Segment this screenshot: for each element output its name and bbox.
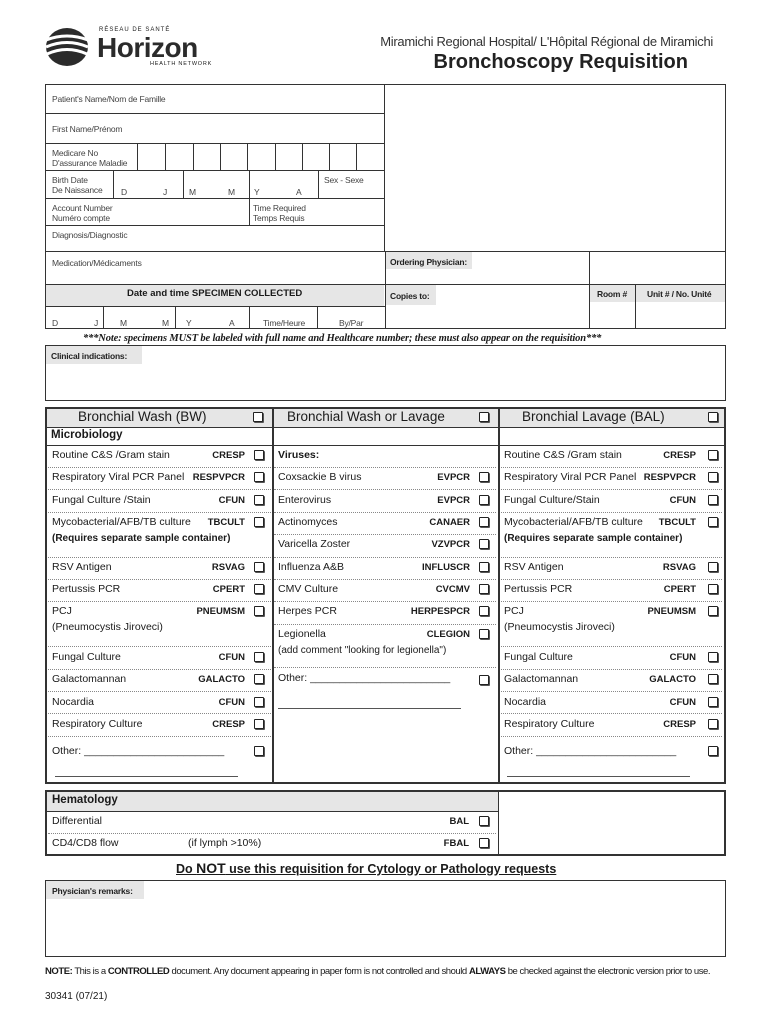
bwl-actinomyces-checkbox[interactable] — [479, 517, 489, 527]
bw-other-checkbox[interactable] — [254, 746, 264, 756]
bw-routine-cs-checkbox[interactable] — [254, 450, 264, 460]
bwl-legionella-checkbox[interactable] — [479, 629, 489, 639]
patient-name-label: Patient's Name/Nom de Famille — [52, 94, 166, 104]
bw-routine-cs: Routine C&S /Gram stain — [52, 449, 170, 461]
bw-mycobacterial-code: TBCULT — [207, 517, 245, 528]
controlled-document-note — [45, 966, 710, 977]
specimen-d: D — [52, 318, 58, 328]
microbiology-label: Microbiology — [51, 429, 123, 441]
bw-rsv: RSV Antigen — [52, 561, 112, 573]
birth-date-label: Birth Date — [52, 175, 88, 185]
form-code: 30341 (07/21) — [45, 991, 108, 1002]
bw-fungal-stain: Fungal Culture /Stain — [52, 494, 151, 506]
bal-other-checkbox[interactable] — [708, 746, 718, 756]
bal-respiratory-culture-checkbox[interactable] — [708, 719, 718, 729]
bw-pcj-checkbox[interactable] — [254, 606, 264, 616]
bal-other-line[interactable] — [507, 776, 690, 777]
birth-y: Y — [254, 187, 260, 197]
bw-pertussis-checkbox[interactable] — [254, 584, 264, 594]
bwl-cmv: CMV Culture — [278, 583, 339, 595]
bw-fungal-stain-code: CFUN — [218, 495, 245, 506]
bal-nocardia: Nocardia — [504, 696, 547, 708]
physician-remarks-label: Physician's remarks: — [52, 886, 133, 896]
bal-separate-container-note: (Requires separate sample container) — [504, 533, 683, 544]
bw-other-line[interactable] — [55, 776, 238, 777]
horizon-logo-icon — [44, 26, 90, 68]
bwl-enterovirus: Enterovirus — [278, 494, 332, 506]
footer-always: ALWAYS — [468, 966, 506, 977]
bal-fungal-culture-checkbox[interactable] — [708, 652, 718, 662]
bw-galactomannan: Galactomannan — [52, 673, 127, 685]
time-required-label: Time Required — [253, 203, 306, 213]
bw-respiratory-culture-code: CRESP — [212, 719, 245, 730]
bal-pertussis-code: CPERT — [663, 584, 696, 595]
bal-viral-pcr-code: RESPVPCR — [643, 472, 696, 483]
bwl-herpes-checkbox[interactable] — [479, 606, 489, 616]
birth-j: J — [163, 187, 168, 197]
bw-nocardia: Nocardia — [52, 696, 95, 708]
viruses-label: Viruses: — [278, 449, 320, 461]
specimen-j: J — [94, 318, 99, 328]
bwl-enterovirus-code: EVPCR — [437, 495, 470, 506]
bw-nocardia-checkbox[interactable] — [254, 697, 264, 707]
bw-pcj-code: PNEUMSM — [196, 606, 245, 617]
bwl-coxsackie-checkbox[interactable] — [479, 472, 489, 482]
footer-controlled: CONTROLLED — [107, 966, 170, 977]
footer-t1: This is a — [72, 966, 108, 977]
bal-pcj: PCJ — [504, 605, 524, 617]
bwl-cmv-code: CVCMV — [435, 584, 470, 595]
bal-respiratory-culture-code: CRESP — [663, 719, 696, 730]
bronchial-wash-header: Bronchial Wash (BW) — [78, 409, 207, 424]
medication-label: Medication/Médicaments — [52, 258, 142, 268]
bw-fungal-culture-code: CFUN — [218, 652, 245, 663]
bw-galactomannan-code: GALACTO — [198, 674, 245, 685]
bw-respiratory-culture: Respiratory Culture — [52, 718, 143, 730]
bw-viral-pcr-code: RESPVPCR — [192, 472, 245, 483]
warning-not: NOT — [196, 860, 226, 876]
bal-viral-pcr-checkbox[interactable] — [708, 472, 718, 482]
bw-fungal-stain-checkbox[interactable] — [254, 495, 264, 505]
bwl-other-checkbox[interactable] — [479, 675, 489, 685]
hema-cd4-cd8-code: FBAL — [443, 838, 469, 849]
bwl-other[interactable]: Other: ________________________ — [278, 672, 451, 684]
bal-nocardia-checkbox[interactable] — [708, 697, 718, 707]
bal-pcj-note: (Pneumocystis Jiroveci) — [504, 621, 615, 633]
bal-nocardia-code: CFUN — [669, 697, 696, 708]
specimen-y: Y — [186, 318, 192, 328]
bal-rsv-code: RSVAG — [662, 562, 696, 573]
bal-fungal-stain-code: CFUN — [669, 495, 696, 506]
bal-mycobacterial-checkbox[interactable] — [708, 517, 718, 527]
bw-routine-cs-code: CRESP — [212, 450, 245, 461]
footer-t2: document. Any document appearing in paper form is not controlled and should — [169, 966, 469, 977]
footer-note-label: NOTE: — [45, 966, 73, 977]
bronchial-wash-lavage-checkbox[interactable] — [479, 412, 489, 422]
bw-rsv-code: RSVAG — [211, 562, 245, 573]
specimen-time-label: Time/Heure — [263, 318, 306, 328]
account-number-label-fr: Numéro compte — [52, 213, 110, 223]
bwl-coxsackie: Coxsackie B virus — [278, 471, 362, 483]
bronchial-wash-checkbox[interactable] — [253, 412, 263, 422]
bronchial-wash-lavage-header: Bronchial Wash or Lavage — [287, 409, 445, 424]
bal-galactomannan-checkbox[interactable] — [708, 674, 718, 684]
bronchial-lavage-checkbox[interactable] — [708, 412, 718, 422]
specimen-a: A — [229, 318, 235, 328]
labeling-note: ***Note: specimens MUST be labeled with full name and Healthcare number; these must also appear on the requisition*** — [83, 333, 602, 344]
bw-galactomannan-checkbox[interactable] — [254, 674, 264, 684]
bw-pertussis: Pertussis PCR — [52, 583, 121, 595]
bw-pertussis-code: CPERT — [212, 584, 245, 595]
birth-d: D — [121, 187, 127, 197]
bwl-legionella-code: CLEGION — [426, 629, 470, 640]
bwl-cmv-checkbox[interactable] — [479, 584, 489, 594]
bwl-actinomyces-code: CANAER — [429, 517, 470, 528]
bw-mycobacterial: Mycobacterial/AFB/TB culture — [52, 516, 191, 528]
bal-galactomannan: Galactomannan — [504, 673, 579, 685]
bwl-coxsackie-code: EVPCR — [437, 472, 470, 483]
bwl-varicella-checkbox[interactable] — [479, 539, 489, 549]
hema-differential-code: BAL — [449, 816, 469, 827]
copies-to-label: Copies to: — [390, 291, 430, 301]
bal-fungal-culture-code: CFUN — [669, 652, 696, 663]
bal-pertussis: Pertussis PCR — [504, 583, 573, 595]
sex-label: Sex - Sexe — [324, 175, 364, 185]
bwl-legionella-note: (add comment "looking for legionella") — [278, 645, 447, 656]
hema-cd4-cd8-checkbox[interactable] — [479, 838, 489, 848]
hospital-name: Miramichi Regional Hospital/ L'Hôpital Régional de Miramichi — [380, 34, 713, 49]
bw-nocardia-code: CFUN — [218, 697, 245, 708]
horizon-logo — [44, 24, 214, 70]
hematology-label: Hematology — [52, 794, 118, 806]
first-name-label: First Name/Prénom — [52, 124, 123, 134]
time-required-label-fr: Temps Requis — [253, 213, 305, 223]
footer-t3: be checked against the electronic version prior to use. — [505, 966, 711, 977]
bal-mycobacterial: Mycobacterial/AFB/TB culture — [504, 516, 643, 528]
bwl-influenza-code: INFLUSCR — [421, 562, 470, 573]
logo-network-top: RÉSEAU DE SANTÉ — [99, 27, 171, 33]
bal-pcj-checkbox[interactable] — [708, 606, 718, 616]
bal-fungal-stain: Fungal Culture/Stain — [504, 494, 600, 506]
bw-mycobacterial-checkbox[interactable] — [254, 517, 264, 527]
account-number-label: Account Number — [52, 203, 113, 213]
bwl-varicella: Varicella Zoster — [278, 538, 351, 550]
bwl-herpes: Herpes PCR — [278, 605, 337, 617]
page-title: Bronchoscopy Requisition — [433, 51, 688, 73]
bal-pertussis-checkbox[interactable] — [708, 584, 718, 594]
diagnosis-label: Diagnosis/Diagnostic — [52, 230, 128, 240]
test-table — [45, 407, 726, 784]
bal-mycobacterial-code: TBCULT — [658, 517, 696, 528]
hema-cd4-cd8-note: (if lymph >10%) — [188, 837, 262, 849]
bal-fungal-culture: Fungal Culture — [504, 651, 573, 663]
clinical-indications-label: Clinical indications: — [51, 351, 128, 361]
bwl-legionella: Legionella — [278, 628, 326, 640]
medicare-label: Medicare No — [52, 148, 98, 158]
bronchial-lavage-header: Bronchial Lavage (BAL) — [522, 409, 665, 424]
specimen-by-label: By/Par — [339, 318, 364, 328]
bw-pcj: PCJ — [52, 605, 72, 617]
bwl-influenza-checkbox[interactable] — [479, 562, 489, 572]
birth-m1: M — [189, 187, 196, 197]
physician-remarks-box[interactable] — [45, 880, 726, 957]
bal-rsv: RSV Antigen — [504, 561, 564, 573]
specimen-m2: M — [162, 318, 169, 328]
bw-viral-pcr-checkbox[interactable] — [254, 472, 264, 482]
bwl-herpes-code: HERPESPCR — [410, 606, 470, 617]
bw-other[interactable]: Other: ________________________ — [52, 745, 225, 757]
logo-brand: Horizon — [97, 32, 198, 63]
ordering-physician-label: Ordering Physician: — [390, 257, 467, 267]
bw-rsv-checkbox[interactable] — [254, 562, 264, 572]
bal-pcj-code: PNEUMSM — [647, 606, 696, 617]
bw-separate-container-note: (Requires separate sample container) — [52, 533, 231, 544]
cytology-warning — [176, 860, 556, 876]
bal-rsv-checkbox[interactable] — [708, 562, 718, 572]
medicare-label-fr: D'assurance Maladie — [52, 158, 128, 168]
bal-respiratory-culture: Respiratory Culture — [504, 718, 595, 730]
bwl-other-line[interactable] — [278, 708, 461, 709]
birth-m2: M — [228, 187, 235, 197]
bwl-varicella-code: VZVPCR — [431, 539, 470, 550]
bwl-actinomyces: Actinomyces — [278, 516, 338, 528]
warning-pre: Do — [176, 862, 197, 876]
warning-post: use this requisition for Cytology or Pathology requests — [225, 862, 557, 876]
unit-label: Unit # / No. Unité — [647, 289, 712, 299]
specimen-m1: M — [120, 318, 127, 328]
hema-differential-checkbox[interactable] — [479, 816, 489, 826]
bal-routine-cs: Routine C&S /Gram stain — [504, 449, 622, 461]
bw-fungal-culture: Fungal Culture — [52, 651, 121, 663]
bwl-enterovirus-checkbox[interactable] — [479, 495, 489, 505]
bwl-influenza: Influenza A&B — [278, 561, 344, 573]
bal-viral-pcr: Respiratory Viral PCR Panel — [504, 471, 637, 483]
bal-routine-cs-code: CRESP — [663, 450, 696, 461]
room-label: Room # — [597, 289, 627, 299]
hema-cd4-cd8: CD4/CD8 flow — [52, 837, 119, 849]
birth-a: A — [296, 187, 302, 197]
bw-viral-pcr: Respiratory Viral PCR Panel — [52, 471, 185, 483]
bal-fungal-stain-checkbox[interactable] — [708, 495, 718, 505]
bw-respiratory-culture-checkbox[interactable] — [254, 719, 264, 729]
specimen-collected-label: Date and time SPECIMEN COLLECTED — [127, 288, 303, 299]
bal-galactomannan-code: GALACTO — [649, 674, 696, 685]
hema-differential: Differential — [52, 815, 102, 827]
bal-other[interactable]: Other: ________________________ — [504, 745, 677, 757]
logo-network-bottom: HEALTH NETWORK — [150, 61, 213, 67]
bw-pcj-note: (Pneumocystis Jiroveci) — [52, 621, 163, 633]
birth-date-label-fr: De Naissance — [52, 185, 103, 195]
bal-routine-cs-checkbox[interactable] — [708, 450, 718, 460]
bw-fungal-culture-checkbox[interactable] — [254, 652, 264, 662]
clinical-indications-box[interactable] — [45, 345, 726, 401]
